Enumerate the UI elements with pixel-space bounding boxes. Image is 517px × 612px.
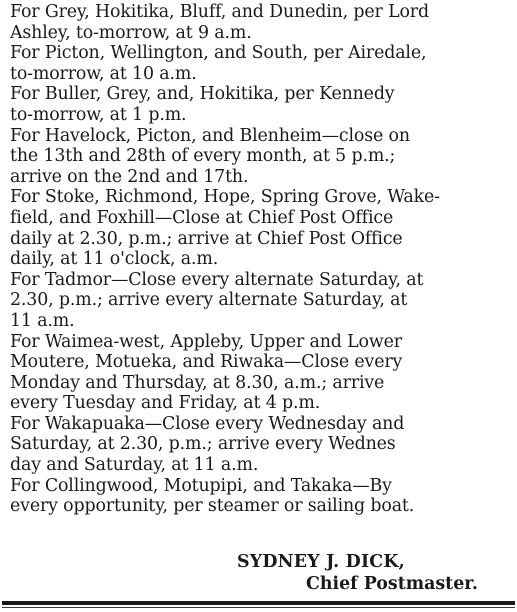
notice-line: daily at 2.30, p.m.; arrive at Chief Post Office [10,228,403,249]
mail-notice [10,414,510,476]
notice-line: For Tadmor—Close every alternate Saturday, at [10,269,424,290]
notice-line: 11 a.m. [10,310,75,331]
bottom-rule-thick [2,601,515,605]
notice-line: to-morrow, at 1 p.m. [10,104,187,125]
notice-line: For Stoke, Richmond, Hope, Spring Grove, Wake- [10,187,440,208]
mail-notice [10,126,510,188]
notice-line: daily, at 11 o'clock, a.m. [10,249,219,270]
notice-line: every Tuesday and Friday, at 4 p.m. [10,393,321,414]
notice-line: Moutere, Motueka, and Riwaka—Close every [10,352,403,373]
notice-line: 2.30, p.m.; arrive every alternate Saturday, at [10,290,408,311]
notice-line: Ashley, to-morrow, at 9 a.m. [10,22,252,43]
signature-title: Chief Postmaster. [306,574,478,594]
mail-notice [10,2,510,43]
notice-line: For Picton, Wellington, and South, per Airedale, [10,43,427,64]
mail-notice [10,43,510,84]
mail-notice [10,332,510,414]
notice-line: For Collingwood, Motupipi, and Takaka—By [10,475,392,496]
notice-line: For Buller, Grey, and, Hokitika, per Kennedy [10,84,395,105]
mail-notices-list [10,2,510,517]
mail-notice [10,476,510,517]
mail-notice [10,187,510,269]
notice-line: field, and Foxhill—Close at Chief Post Office [10,207,394,228]
signature-name: SYDNEY J. DICK, [237,552,405,572]
notice-line: to-morrow, at 10 a.m. [10,63,197,84]
notice-line: For Waimea-west, Appleby, Upper and Lower [10,331,402,352]
notice-line: Saturday, at 2.30, p.m.; arrive every Wednes [10,434,396,455]
notice-line: every opportunity, per steamer or sailing boat. [10,496,415,517]
mail-notice [10,270,510,332]
notice-line: For Grey, Hokitika, Bluff, and Dunedin, per Lord [10,2,429,22]
notice-line: For Havelock, Picton, and Blenheim—close on [10,125,410,146]
notice-line: the 13th and 28th of every month, at 5 p.m.; [10,146,396,167]
notice-line: Monday and Thursday, at 8.30, a.m.; arrive [10,372,385,393]
notice-line: arrive on the 2nd and 17th. [10,166,249,187]
notice-line: day and Saturday, at 11 a.m. [10,455,259,476]
notice-line: For Wakapuaka—Close every Wednesday and [10,413,405,434]
bottom-rule-thin [2,607,515,608]
mail-notice [10,84,510,125]
